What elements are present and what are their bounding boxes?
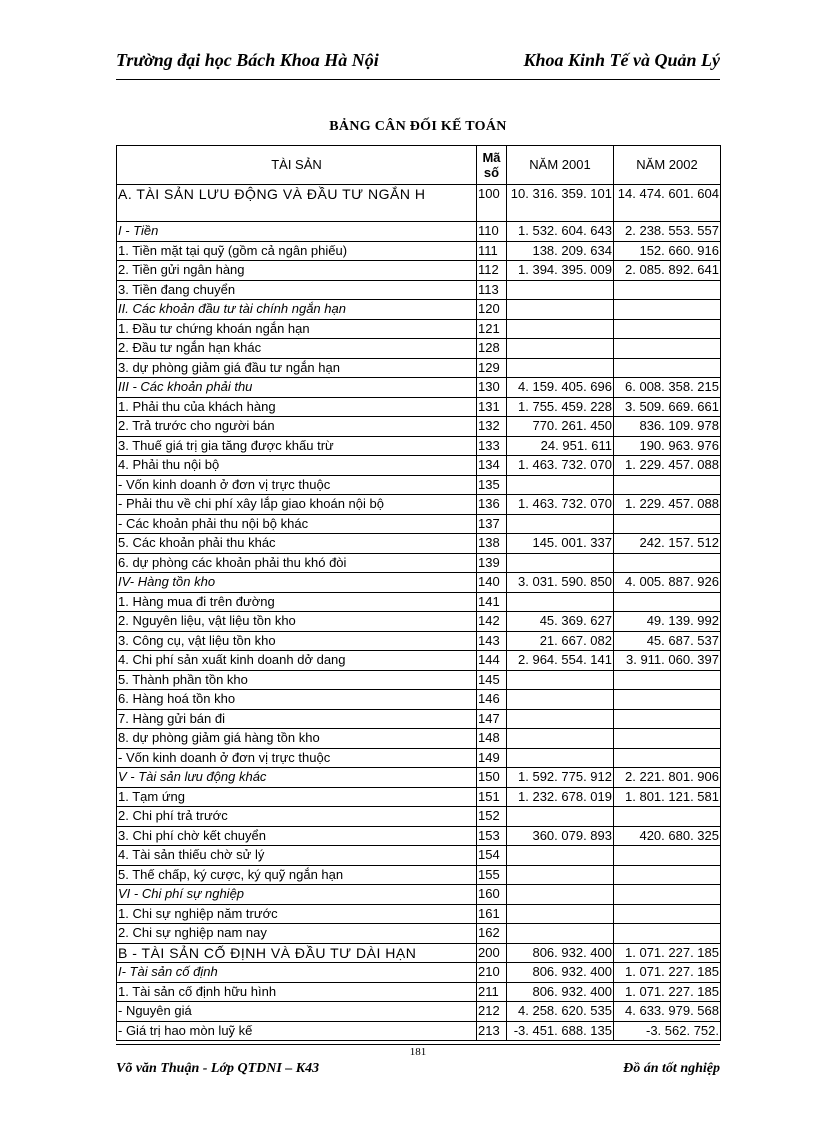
row-code: 162 bbox=[477, 924, 507, 944]
row-value-2002 bbox=[614, 475, 721, 495]
row-name: - Giá trị hao mòn luỹ kế bbox=[117, 1021, 477, 1041]
row-name: 1. Chi sự nghiệp năm trước bbox=[117, 904, 477, 924]
row-name: 1. Đầu tư chứng khoán ngắn hạn bbox=[117, 319, 477, 339]
row-value-2002: 45. 687. 537 bbox=[614, 631, 721, 651]
row-code: 112 bbox=[477, 261, 507, 281]
row-value-2002 bbox=[614, 300, 721, 320]
row-name: - Vốn kinh doanh ở đơn vị trực thuộc bbox=[117, 748, 477, 768]
row-value-2001: 1. 463. 732. 070 bbox=[507, 495, 614, 515]
row-name: 7. Hàng gửi bán đi bbox=[117, 709, 477, 729]
table-row bbox=[117, 319, 721, 339]
row-value-2001: 4. 159. 405. 696 bbox=[507, 378, 614, 398]
page-number: 181 bbox=[409, 1046, 427, 1058]
row-value-2002: 1. 229. 457. 088 bbox=[614, 456, 721, 476]
row-name: 3. Công cụ, vật liệu tồn kho bbox=[117, 631, 477, 651]
table-row bbox=[117, 436, 721, 456]
row-value-2001: 3. 031. 590. 850 bbox=[507, 573, 614, 593]
row-value-2001 bbox=[507, 807, 614, 827]
table-row bbox=[117, 885, 721, 905]
row-code: 145 bbox=[477, 670, 507, 690]
table-row bbox=[117, 592, 721, 612]
table-row bbox=[117, 826, 721, 846]
header-faculty: Khoa Kinh Tế và Quản Lý bbox=[523, 50, 720, 70]
table-row bbox=[117, 924, 721, 944]
row-value-2001: 4. 258. 620. 535 bbox=[507, 1002, 614, 1022]
table-row bbox=[117, 846, 721, 866]
row-name: 5. Thế chấp, ký cược, ký quỹ ngắn hạn bbox=[117, 865, 477, 885]
table-header-row bbox=[117, 146, 721, 185]
row-name: 3. dự phòng giảm giá đầu tư ngắn hạn bbox=[117, 358, 477, 378]
table-row bbox=[117, 456, 721, 476]
row-name: 5. Thành phần tồn kho bbox=[117, 670, 477, 690]
row-value-2001: 145. 001. 337 bbox=[507, 534, 614, 554]
row-value-2001 bbox=[507, 592, 614, 612]
row-value-2001 bbox=[507, 748, 614, 768]
row-code: 210 bbox=[477, 963, 507, 983]
row-value-2002: 242. 157. 512 bbox=[614, 534, 721, 554]
table-row bbox=[117, 729, 721, 749]
row-name: 1. Tiền mặt tại quỹ (gồm cả ngân phiếu) bbox=[117, 241, 477, 261]
row-name: A. TÀI SẢN LƯU ĐỘNG VÀ ĐẦU TƯ NGẮN H bbox=[117, 185, 477, 222]
row-name: 2. Tiền gửi ngân hàng bbox=[117, 261, 477, 281]
table-row bbox=[117, 475, 721, 495]
row-name: 2. Chi sự nghiệp nam nay bbox=[117, 924, 477, 944]
document-title: BẢNG CÂN ĐỐI KẾ TOÁN bbox=[329, 119, 507, 134]
row-value-2001: 24. 951. 611 bbox=[507, 436, 614, 456]
row-code: 152 bbox=[477, 807, 507, 827]
row-name: - Vốn kinh doanh ở đơn vị trực thuộc bbox=[117, 475, 477, 495]
row-code: 147 bbox=[477, 709, 507, 729]
row-code: 113 bbox=[477, 280, 507, 300]
row-code: 155 bbox=[477, 865, 507, 885]
row-name: 1. Tài sản cố định hữu hình bbox=[117, 982, 477, 1002]
row-code: 135 bbox=[477, 475, 507, 495]
balance-sheet-table bbox=[116, 145, 721, 1041]
row-value-2001 bbox=[507, 690, 614, 710]
row-value-2001 bbox=[507, 514, 614, 534]
row-value-2001 bbox=[507, 358, 614, 378]
header-code: Mã số bbox=[477, 146, 507, 185]
row-name: I- Tài sản cố định bbox=[117, 963, 477, 983]
row-value-2001: 1. 232. 678. 019 bbox=[507, 787, 614, 807]
row-value-2002: 1. 071. 227. 185 bbox=[614, 943, 721, 963]
row-code: 161 bbox=[477, 904, 507, 924]
row-value-2002 bbox=[614, 358, 721, 378]
row-value-2002: 152. 660. 916 bbox=[614, 241, 721, 261]
row-value-2002 bbox=[614, 339, 721, 359]
row-code: 140 bbox=[477, 573, 507, 593]
row-value-2002: 1. 071. 227. 185 bbox=[614, 982, 721, 1002]
table-row bbox=[117, 261, 721, 281]
row-value-2001 bbox=[507, 319, 614, 339]
row-code: 151 bbox=[477, 787, 507, 807]
row-value-2001: 21. 667. 082 bbox=[507, 631, 614, 651]
row-value-2001 bbox=[507, 670, 614, 690]
row-name: 3. Thuế giá trị gia tăng được khấu trừ bbox=[117, 436, 477, 456]
row-name: 1. Hàng mua đi trên đường bbox=[117, 592, 477, 612]
row-value-2001: 806. 932. 400 bbox=[507, 982, 614, 1002]
row-code: 100 bbox=[477, 185, 507, 222]
row-value-2001 bbox=[507, 846, 614, 866]
row-value-2001: 770. 261. 450 bbox=[507, 417, 614, 437]
table-row bbox=[117, 339, 721, 359]
row-value-2001 bbox=[507, 339, 614, 359]
row-value-2002 bbox=[614, 670, 721, 690]
row-name: 3. Chi phí chờ kết chuyển bbox=[117, 826, 477, 846]
row-value-2002 bbox=[614, 904, 721, 924]
row-code: 149 bbox=[477, 748, 507, 768]
row-value-2002 bbox=[614, 280, 721, 300]
row-value-2002: 2. 085. 892. 641 bbox=[614, 261, 721, 281]
row-code: 131 bbox=[477, 397, 507, 417]
row-value-2001: 10. 316. 359. 101 bbox=[507, 185, 614, 222]
table-row bbox=[117, 300, 721, 320]
row-code: 120 bbox=[477, 300, 507, 320]
row-name: 4. Chi phí sản xuất kinh doanh dở dang bbox=[117, 651, 477, 671]
table-row bbox=[117, 534, 721, 554]
row-name: 6. Hàng hoá tồn kho bbox=[117, 690, 477, 710]
row-value-2001: 1. 532. 604. 643 bbox=[507, 222, 614, 242]
row-code: 148 bbox=[477, 729, 507, 749]
table-row bbox=[117, 397, 721, 417]
row-name: 2. Trả trước cho người bán bbox=[117, 417, 477, 437]
row-value-2002 bbox=[614, 709, 721, 729]
row-value-2002 bbox=[614, 885, 721, 905]
row-value-2002 bbox=[614, 690, 721, 710]
table-row bbox=[117, 865, 721, 885]
row-value-2002: 4. 005. 887. 926 bbox=[614, 573, 721, 593]
row-code: 200 bbox=[477, 943, 507, 963]
row-value-2001 bbox=[507, 885, 614, 905]
row-name: II. Các khoản đầu tư tài chính ngắn hạn bbox=[117, 300, 477, 320]
table-row bbox=[117, 185, 721, 222]
row-value-2002: 6. 008. 358. 215 bbox=[614, 378, 721, 398]
row-value-2001 bbox=[507, 709, 614, 729]
table-row bbox=[117, 709, 721, 729]
row-code: 111 bbox=[477, 241, 507, 261]
row-code: 136 bbox=[477, 495, 507, 515]
row-name: VI - Chi phí sự nghiệp bbox=[117, 885, 477, 905]
table-row bbox=[117, 670, 721, 690]
row-name: I - Tiền bbox=[117, 222, 477, 242]
row-code: 139 bbox=[477, 553, 507, 573]
row-name: 2. Đầu tư ngắn hạn khác bbox=[117, 339, 477, 359]
row-value-2002 bbox=[614, 514, 721, 534]
row-value-2002 bbox=[614, 553, 721, 573]
row-value-2001: 138. 209. 634 bbox=[507, 241, 614, 261]
table-row bbox=[117, 631, 721, 651]
row-value-2001: 1. 755. 459. 228 bbox=[507, 397, 614, 417]
table-row bbox=[117, 358, 721, 378]
table-row bbox=[117, 280, 721, 300]
row-value-2001: 360. 079. 893 bbox=[507, 826, 614, 846]
row-value-2002 bbox=[614, 924, 721, 944]
header-year-2002: NĂM 2002 bbox=[614, 146, 721, 185]
table-row bbox=[117, 943, 721, 963]
table-row bbox=[117, 514, 721, 534]
row-value-2002: 836. 109. 978 bbox=[614, 417, 721, 437]
row-name: IV- Hàng tồn kho bbox=[117, 573, 477, 593]
row-value-2002 bbox=[614, 807, 721, 827]
row-value-2002: 1. 801. 121. 581 bbox=[614, 787, 721, 807]
row-value-2001 bbox=[507, 553, 614, 573]
row-code: 128 bbox=[477, 339, 507, 359]
row-value-2001: 45. 369. 627 bbox=[507, 612, 614, 632]
row-code: 212 bbox=[477, 1002, 507, 1022]
row-value-2002: 3. 509. 669. 661 bbox=[614, 397, 721, 417]
row-name: III - Các khoản phải thu bbox=[117, 378, 477, 398]
row-name: 3. Tiền đang chuyển bbox=[117, 280, 477, 300]
table-row bbox=[117, 241, 721, 261]
row-value-2001: 1. 592. 775. 912 bbox=[507, 768, 614, 788]
row-code: 130 bbox=[477, 378, 507, 398]
table-row bbox=[117, 1021, 721, 1041]
table-body bbox=[117, 185, 721, 1041]
table-row bbox=[117, 690, 721, 710]
row-code: 129 bbox=[477, 358, 507, 378]
row-value-2002: 49. 139. 992 bbox=[614, 612, 721, 632]
row-value-2001 bbox=[507, 300, 614, 320]
table-row bbox=[117, 768, 721, 788]
row-name: 8. dự phòng giảm giá hàng tồn kho bbox=[117, 729, 477, 749]
row-value-2002 bbox=[614, 729, 721, 749]
row-value-2001: 806. 932. 400 bbox=[507, 943, 614, 963]
row-code: 142 bbox=[477, 612, 507, 632]
row-value-2001: 1. 463. 732. 070 bbox=[507, 456, 614, 476]
row-value-2002: 190. 963. 976 bbox=[614, 436, 721, 456]
row-value-2001: 806. 932. 400 bbox=[507, 963, 614, 983]
footer-divider bbox=[116, 1044, 720, 1045]
row-name: 4. Phải thu nội bộ bbox=[117, 456, 477, 476]
row-name: 1. Tạm ứng bbox=[117, 787, 477, 807]
row-code: 153 bbox=[477, 826, 507, 846]
row-value-2002 bbox=[614, 592, 721, 612]
row-value-2002 bbox=[614, 748, 721, 768]
page-header bbox=[116, 50, 720, 78]
table-row bbox=[117, 807, 721, 827]
row-value-2001 bbox=[507, 865, 614, 885]
row-code: 154 bbox=[477, 846, 507, 866]
row-code: 110 bbox=[477, 222, 507, 242]
row-value-2001 bbox=[507, 904, 614, 924]
row-value-2002: 1. 229. 457. 088 bbox=[614, 495, 721, 515]
row-name: - Phải thu về chi phí xây lắp giao khoán nội bộ bbox=[117, 495, 477, 515]
row-value-2002: 4. 633. 979. 568 bbox=[614, 1002, 721, 1022]
row-name: 1. Phải thu của khách hàng bbox=[117, 397, 477, 417]
row-code: 211 bbox=[477, 982, 507, 1002]
row-value-2001 bbox=[507, 924, 614, 944]
header-university: Trường đại học Bách Khoa Hà Nội bbox=[116, 50, 379, 70]
row-value-2002: 14. 474. 601. 604 bbox=[614, 185, 721, 222]
row-value-2001: -3. 451. 688. 135 bbox=[507, 1021, 614, 1041]
table-row bbox=[117, 495, 721, 515]
header-divider bbox=[116, 79, 720, 80]
row-code: 133 bbox=[477, 436, 507, 456]
footer-author: Võ văn Thuận - Lớp QTDNI – K43 bbox=[116, 1061, 320, 1076]
row-value-2002 bbox=[614, 319, 721, 339]
table-row bbox=[117, 787, 721, 807]
table-row bbox=[117, 222, 721, 242]
table-row bbox=[117, 904, 721, 924]
header-year-2001: NĂM 2001 bbox=[507, 146, 614, 185]
table-row bbox=[117, 1002, 721, 1022]
header-asset: TÀI SẢN bbox=[117, 146, 477, 185]
row-value-2001: 1. 394. 395. 009 bbox=[507, 261, 614, 281]
row-code: 213 bbox=[477, 1021, 507, 1041]
table-row bbox=[117, 963, 721, 983]
row-value-2002: 3. 911. 060. 397 bbox=[614, 651, 721, 671]
row-value-2001 bbox=[507, 729, 614, 749]
row-name: - Nguyên giá bbox=[117, 1002, 477, 1022]
row-name: B - TÀI SẢN CỐ ĐỊNH VÀ ĐẦU TƯ DÀI HẠN bbox=[117, 943, 477, 963]
row-code: 137 bbox=[477, 514, 507, 534]
row-value-2002: 2. 238. 553. 557 bbox=[614, 222, 721, 242]
table-row bbox=[117, 651, 721, 671]
row-code: 132 bbox=[477, 417, 507, 437]
row-name: 4. Tài sản thiếu chờ sử lý bbox=[117, 846, 477, 866]
row-name: V - Tài sản lưu động khác bbox=[117, 768, 477, 788]
table-row bbox=[117, 553, 721, 573]
row-value-2001 bbox=[507, 280, 614, 300]
row-code: 160 bbox=[477, 885, 507, 905]
row-code: 138 bbox=[477, 534, 507, 554]
row-value-2002 bbox=[614, 846, 721, 866]
footer-doc-type: Đồ án tốt nghiệp bbox=[623, 1061, 720, 1076]
row-code: 144 bbox=[477, 651, 507, 671]
table-row bbox=[117, 573, 721, 593]
row-value-2002: 420. 680. 325 bbox=[614, 826, 721, 846]
table-row bbox=[117, 417, 721, 437]
row-code: 134 bbox=[477, 456, 507, 476]
row-code: 143 bbox=[477, 631, 507, 651]
row-name: 2. Nguyên liệu, vật liệu tồn kho bbox=[117, 612, 477, 632]
table-row bbox=[117, 982, 721, 1002]
row-value-2002: 2. 221. 801. 906 bbox=[614, 768, 721, 788]
table-row bbox=[117, 748, 721, 768]
table-row bbox=[117, 612, 721, 632]
row-code: 146 bbox=[477, 690, 507, 710]
row-name: 2. Chi phí trả trước bbox=[117, 807, 477, 827]
row-value-2001: 2. 964. 554. 141 bbox=[507, 651, 614, 671]
row-name: 5. Các khoản phải thu khác bbox=[117, 534, 477, 554]
row-value-2001 bbox=[507, 475, 614, 495]
table-row bbox=[117, 378, 721, 398]
row-code: 121 bbox=[477, 319, 507, 339]
row-value-2002: 1. 071. 227. 185 bbox=[614, 963, 721, 983]
row-name: - Các khoản phải thu nội bộ khác bbox=[117, 514, 477, 534]
row-value-2002 bbox=[614, 865, 721, 885]
row-name: 6. dự phòng các khoản phải thu khó đòi bbox=[117, 553, 477, 573]
row-code: 150 bbox=[477, 768, 507, 788]
row-code: 141 bbox=[477, 592, 507, 612]
row-value-2002: -3. 562. 752. bbox=[614, 1021, 721, 1041]
